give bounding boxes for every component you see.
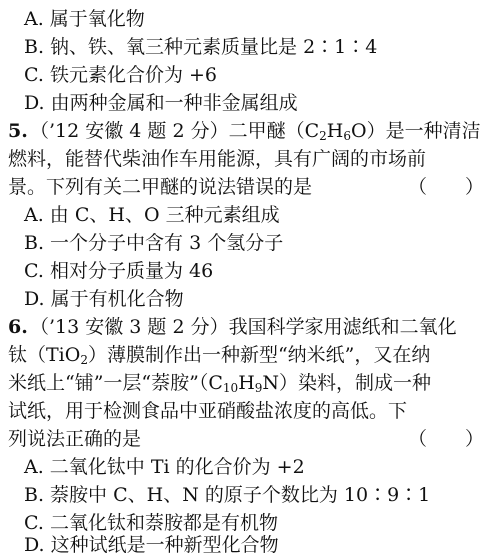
q6-option-c: C. 二氧化钛和萘胺都是有机物	[24, 512, 278, 534]
q4-option-b: B. 钠、铁、氧三种元素质量比是 2∶1∶4	[24, 36, 378, 58]
q6-option-d: D. 这种试纸是一种新型化合物	[24, 534, 279, 556]
q5-option-c: C. 相对分子质量为 46	[24, 260, 214, 282]
q6-answer-bracket: （ ）	[407, 428, 484, 450]
q6-stem-line-4: 试纸，用于检测食品中亚硝酸盐浓度的高低。下	[8, 400, 408, 422]
q6-number: 6.	[8, 316, 28, 338]
q6-source: （’13 安徽 3 题 2 分）我国科学家用滤纸和二氧化	[30, 316, 457, 338]
q6-option-b: B. 萘胺中 C、H、N 的原子个数比为 10∶9∶1	[24, 484, 431, 506]
q4-option-a: A. 属于氧化物	[24, 8, 145, 30]
q5-number: 5.	[8, 120, 28, 142]
q5-option-a: A. 由 C、H、O 三种元素组成	[24, 204, 280, 226]
q6-stem-line-5	[0, 426, 498, 452]
q6-stem-line-1	[0, 314, 498, 340]
q5-stem-text: 景。下列有关二甲醚的说法错误的是	[8, 176, 313, 198]
q6-option-a: A. 二氧化钛中 Ti 的化合价为 +2	[24, 456, 305, 478]
q5-option-d: D. 属于有机化合物	[24, 288, 184, 310]
q6-stem-line-2: 钛（TiO$_2$）薄膜制作出一种新型“纳米纸”，又在纳	[8, 344, 431, 367]
q4-option-c: C. 铁元素化合价为 +6	[24, 64, 217, 86]
q5-stem-line-2: 燃料，能替代柴油作车用能源，具有广阔的市场前	[8, 148, 427, 170]
q5-stem-line-1	[0, 118, 498, 144]
q6-stem-line-3: 米纸上“铺”一层“萘胺$”(C_{10}H_9N)$染料，制成一种	[8, 372, 432, 395]
q5-option-b: B. 一个分子中含有 3 个氢分子	[24, 232, 284, 254]
q4-option-d: D. 由两种金属和一种非金属组成	[24, 92, 298, 114]
q6-stem-text: 列说法正确的是	[8, 428, 142, 450]
q5-stem-line-3	[0, 174, 498, 200]
q5-source-and-formula: （’12 安徽 4 题 2 分）二甲醚$(C_2H_6O)$是一种清洁	[30, 120, 481, 143]
q5-answer-bracket: （ ）	[407, 176, 484, 198]
